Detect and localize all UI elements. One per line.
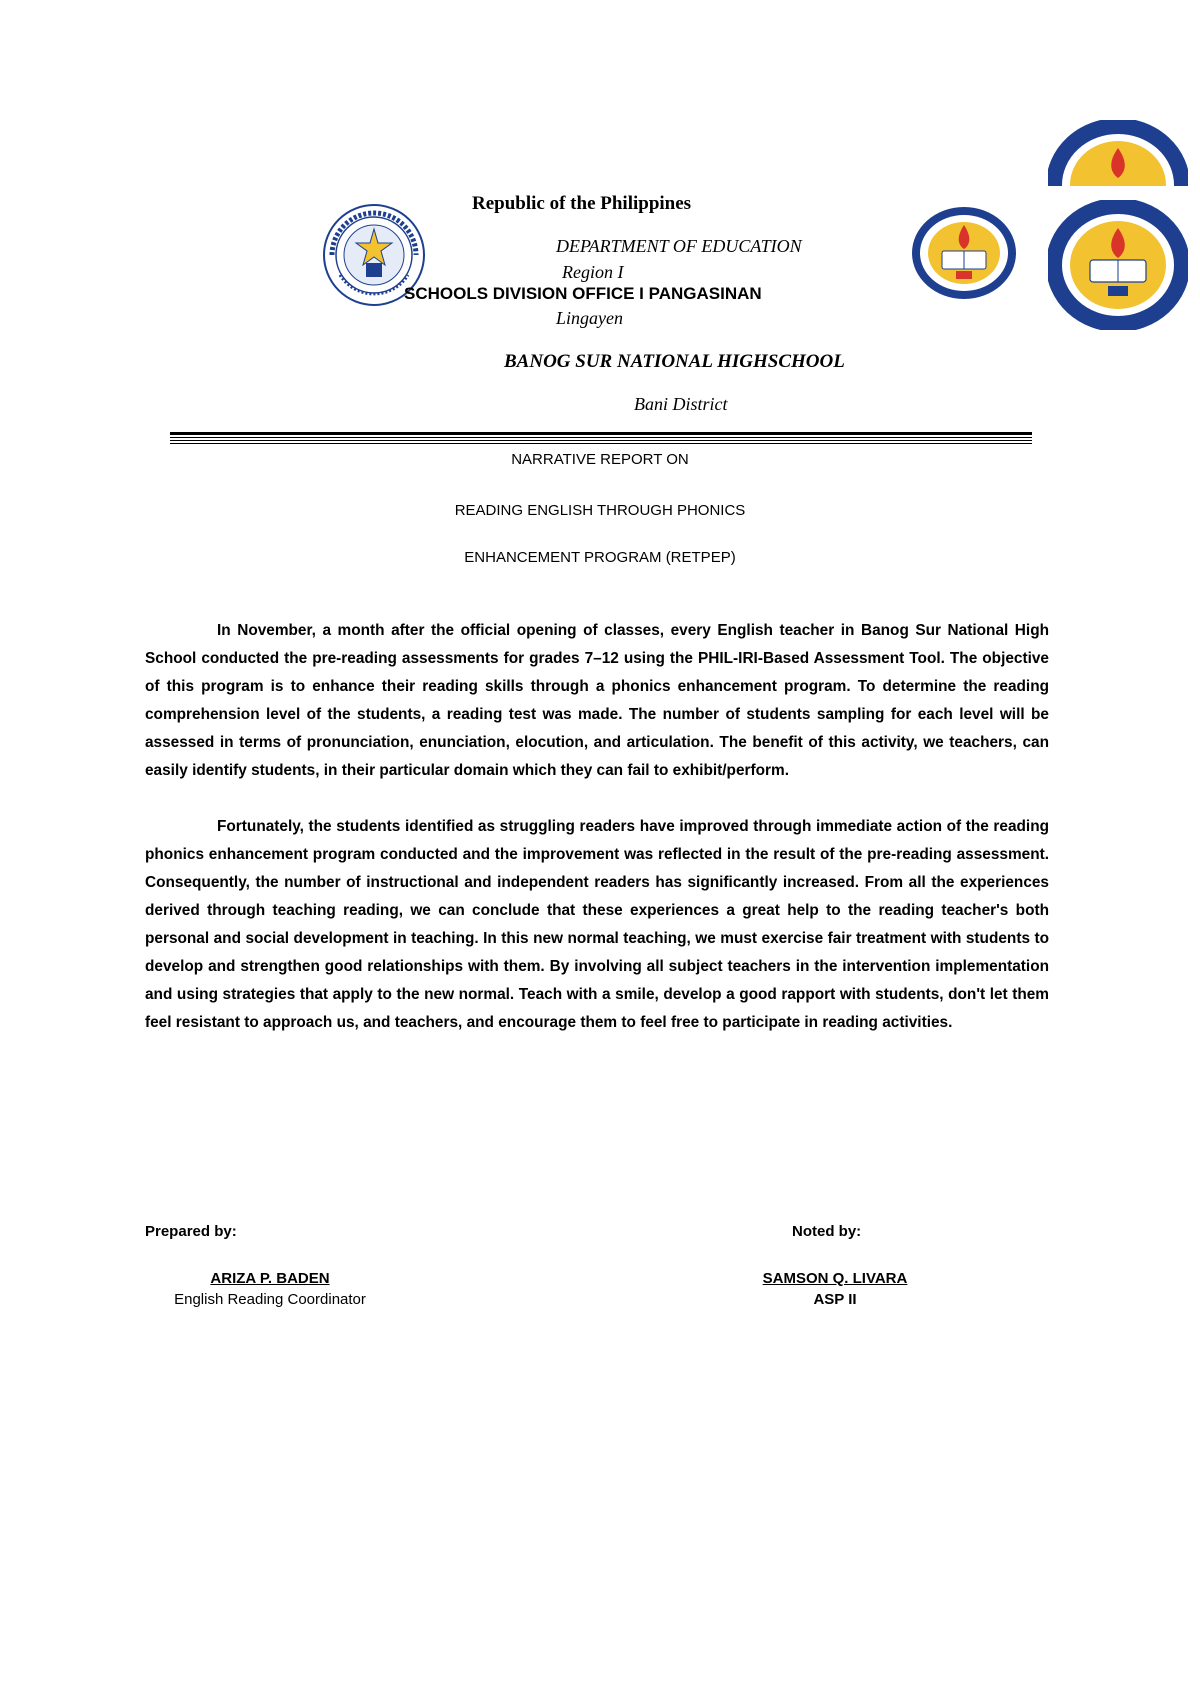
- division-heading: SCHOOLS DIVISION OFFICE I PANGASINAN: [404, 284, 762, 303]
- sdo-seal-small-icon: [910, 205, 1018, 301]
- sdo-seal-large-icon: [1048, 200, 1188, 330]
- noted-name: SAMSON Q. LIVARA: [762, 1270, 908, 1287]
- city-heading: Lingayen: [556, 308, 623, 328]
- school-heading: BANOG SUR NATIONAL HIGHSCHOOL: [504, 351, 845, 372]
- noted-by-label: Noted by:: [792, 1223, 862, 1240]
- report-title-line1: NARRATIVE REPORT ON: [511, 451, 689, 468]
- region-heading: Region I: [562, 262, 624, 282]
- body-paragraph-1: In November, a month after the official opening of classes, every English teacher in Banog Sur National High School conducted the pre-reading assessments for grades 7–12 using the PHIL-IRI-Based Assessment Tool. The objective of this program is to enhance their reading skills through a phonics enhancement program. To determine the reading comprehension level of the students, a reading test was made. The number of students sampling for each level will be assessed in terms of pronunciation, enunciation, elocution, and articulation. The benefit of this activity, we teachers, can easily identify students, in their particular domain which they can fail to exhibit/perform.: [145, 622, 1049, 779]
- noted-title: ASP II: [813, 1291, 857, 1308]
- district-heading: Bani District: [634, 394, 728, 414]
- report-title-line3: ENHANCEMENT PROGRAM (RETPEP): [464, 549, 736, 566]
- republic-heading: Republic of the Philippines: [472, 193, 692, 214]
- prepared-title: English Reading Coordinator: [174, 1291, 366, 1308]
- prepared-name: ARIZA P. BADEN: [210, 1270, 330, 1287]
- report-title-line2: READING ENGLISH THROUGH PHONICS: [454, 502, 746, 519]
- sdo-seal-partial-icon: [1048, 120, 1188, 186]
- body-paragraph-2: Fortunately, the students identified as struggling readers have improved through immediate action of the reading phonics enhancement program conducted and the improvement was reflected in the result of the pre-reading assessment. Consequently, the number of instructional and independent readers has significantly increased. From all the experiences derived through teaching reading, we can conclude that these experiences a great help to the reading teacher's both personal and social development in teaching. In this new normal teaching, we must exercise fair treatment with students to develop and strengthen good relationships with them. By involving all subject teachers in the intervention implementation and using strategies that apply to the new normal. Teach with a smile, develop a good rapport with students, don't let them feel resistant to approach us, and teachers, and encourage them to feel free to participate in reading activities.: [145, 818, 1049, 1031]
- noted-signatory: [695, 1270, 975, 1308]
- prepared-signatory: [130, 1270, 410, 1308]
- prepared-by-label: Prepared by:: [145, 1223, 237, 1240]
- sdo-seal-partial: [1048, 120, 1188, 186]
- department-heading: DEPARTMENT OF EDUCATION: [556, 236, 802, 256]
- header-divider: [170, 432, 1032, 446]
